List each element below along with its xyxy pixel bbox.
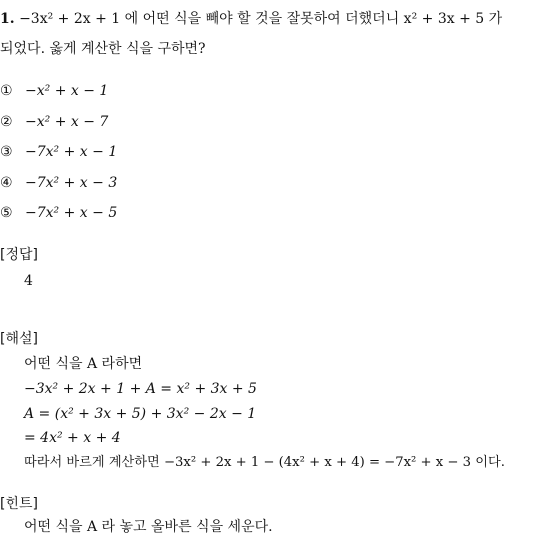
choice-expression: −x² + x − 7	[25, 114, 109, 130]
answer-label: [정답]	[0, 247, 38, 263]
question-stem-line1: −3x² + 2x + 1 에 어떤 식을 빼야 할 것을 잘못하여 더했더니 x² + 3x + 5 가	[19, 11, 503, 27]
choice-expression: −7x² + x − 3	[25, 175, 118, 191]
choice-2[interactable]	[0, 113, 108, 131]
choice-marker: ⑤	[0, 205, 13, 221]
explanation-line-2: −3x² + 2x + 1 + A = x² + 3x + 5	[24, 381, 257, 397]
answer-value: 4	[24, 273, 33, 289]
explanation-line-5: 따라서 바르게 계산하면 −3x² + 2x + 1 − (4x² + x + 4) = −7x² + x − 3 이다.	[24, 455, 505, 470]
question-number: 1.	[0, 11, 15, 27]
choice-marker: ④	[0, 175, 13, 191]
explanation-line-4: = 4x² + x + 4	[24, 430, 121, 446]
explanation-line-1: 어떤 식을 A 라하면	[24, 356, 143, 372]
choice-expression: −7x² + x − 5	[25, 205, 118, 221]
choice-5[interactable]	[0, 204, 117, 222]
choice-marker: ②	[0, 114, 13, 130]
question-line-2	[0, 40, 206, 58]
choice-4[interactable]	[0, 174, 117, 192]
explanation-line-3: A = (x² + 3x + 5) + 3x² − 2x − 1	[24, 406, 257, 422]
choice-marker: ③	[0, 144, 13, 160]
explanation-label: [해설]	[0, 331, 38, 347]
hint-text: 어떤 식을 A 라 놓고 올바른 식을 세운다.	[24, 519, 273, 535]
choice-1[interactable]	[0, 82, 108, 100]
choice-3[interactable]	[0, 143, 117, 161]
choice-expression: −7x² + x − 1	[25, 144, 118, 160]
choice-expression: −x² + x − 1	[25, 83, 109, 99]
choice-marker: ①	[0, 83, 13, 99]
question-line-1	[0, 10, 502, 28]
question-stem-line2: 되었다. 옳게 계산한 식을 구하면?	[0, 41, 206, 57]
hint-label: [힌트]	[0, 496, 38, 512]
